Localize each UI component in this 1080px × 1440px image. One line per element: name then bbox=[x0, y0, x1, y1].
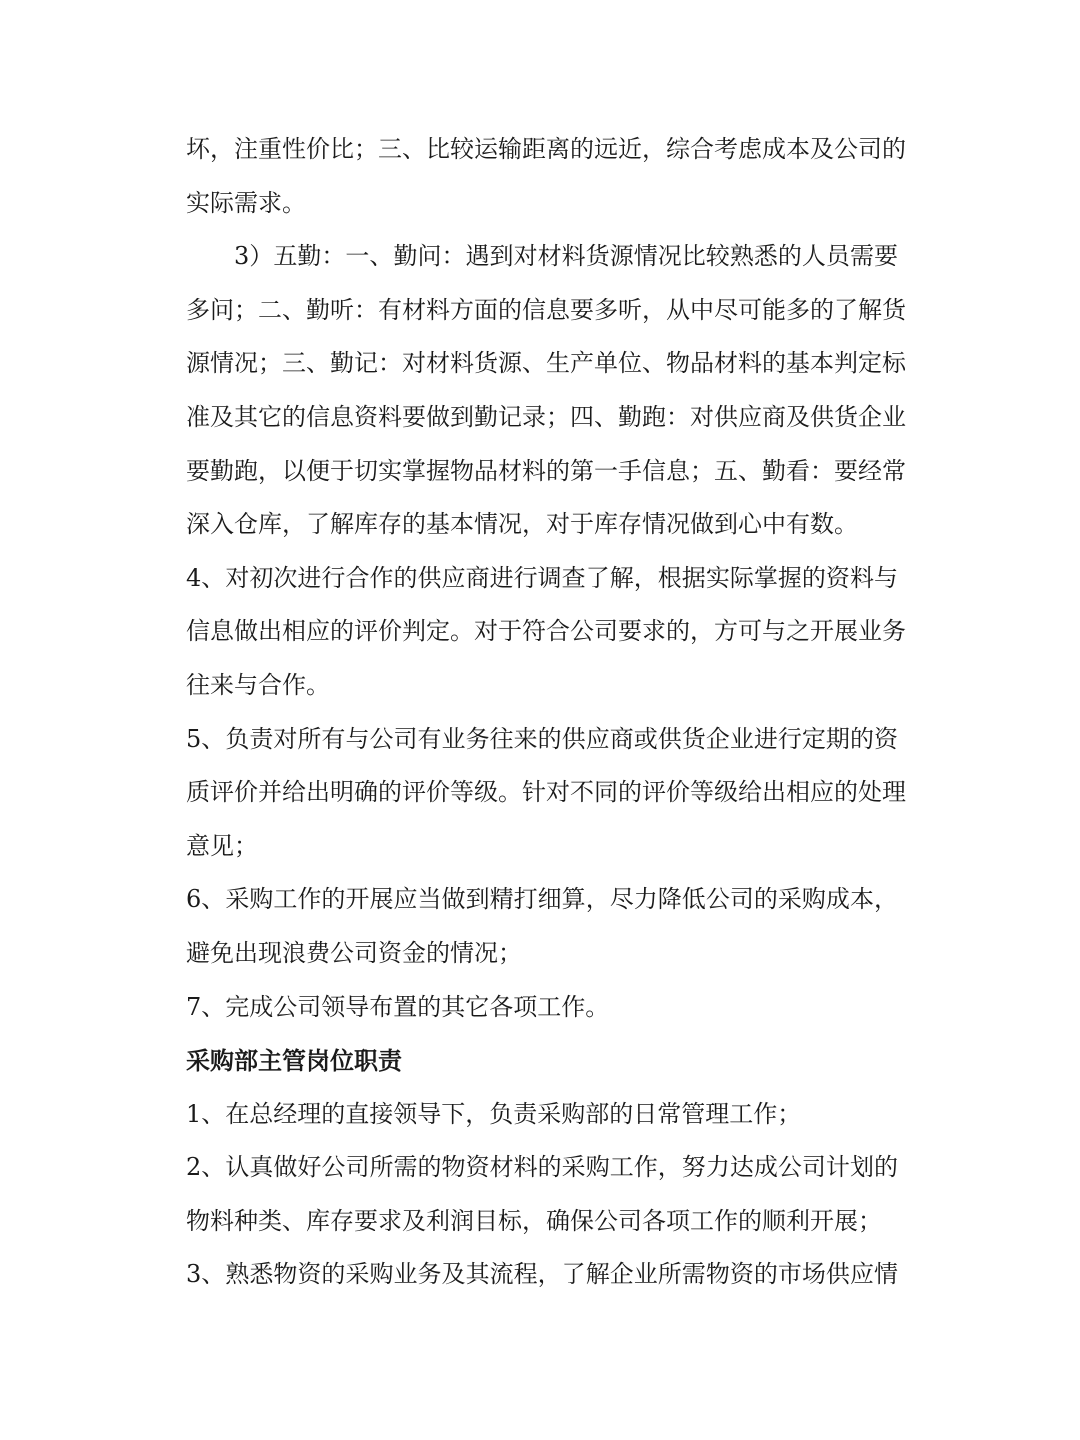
document-body bbox=[186, 123, 906, 1302]
text-line: 物料种类、库存要求及利润目标，确保公司各项工作的顺利开展； bbox=[186, 1206, 882, 1235]
text-line: 6、采购工作的开展应当做到精打细算，尽力降低公司的采购成本， bbox=[186, 885, 898, 914]
text-line: 意见； bbox=[186, 831, 258, 860]
section-heading: 采购部主管岗位职责 bbox=[186, 1046, 402, 1076]
text-line: 往来与合作。 bbox=[186, 670, 330, 699]
text-line: 坏，注重性价比；三、比较运输距离的远近，综合考虑成本及公司的 bbox=[186, 135, 906, 163]
text-line: 多问；二、勤听：有材料方面的信息要多听，从中尽可能多的了解货 bbox=[186, 295, 906, 324]
text-line: 源情况；三、勤记：对材料货源、生产单位、物品材料的基本判定标 bbox=[186, 349, 906, 378]
text-line: 3、熟悉物资的采购业务及其流程，了解企业所需物资的市场供应情 bbox=[186, 1260, 898, 1289]
text-line: 5、负责对所有与公司有业务往来的供应商或供货企业进行定期的资 bbox=[186, 724, 898, 753]
text-line: 7、完成公司领导布置的其它各项工作。 bbox=[186, 992, 610, 1021]
text-line: 质评价并给出明确的评价等级。针对不同的评价等级给出相应的处理 bbox=[186, 778, 906, 807]
text-line: 深入仓库，了解库存的基本情况，对于库存情况做到心中有数。 bbox=[186, 510, 858, 539]
text-line: 实际需求。 bbox=[186, 188, 306, 217]
text-line: 4、对初次进行合作的供应商进行调查了解，根据实际掌握的资料与 bbox=[186, 563, 898, 592]
text-line: 要勤跑，以便于切实掌握物品材料的第一手信息；五、勤看：要经常 bbox=[186, 456, 906, 485]
text-line: 准及其它的信息资料要做到勤记录；四、勤跑：对供应商及供货企业 bbox=[186, 402, 906, 431]
text-line: 2、认真做好公司所需的物资材料的采购工作，努力达成公司计划的 bbox=[186, 1153, 898, 1182]
text-line: 避免出现浪费公司资金的情况； bbox=[186, 938, 522, 967]
text-line: 信息做出相应的评价判定。对于符合公司要求的，方可与之开展业务 bbox=[186, 617, 906, 646]
text-line: 3）五勤：一、勤问：遇到对材料货源情况比较熟悉的人员需要 bbox=[234, 242, 898, 271]
text-line: 1、在总经理的直接领导下，负责采购部的日常管理工作； bbox=[186, 1099, 802, 1128]
